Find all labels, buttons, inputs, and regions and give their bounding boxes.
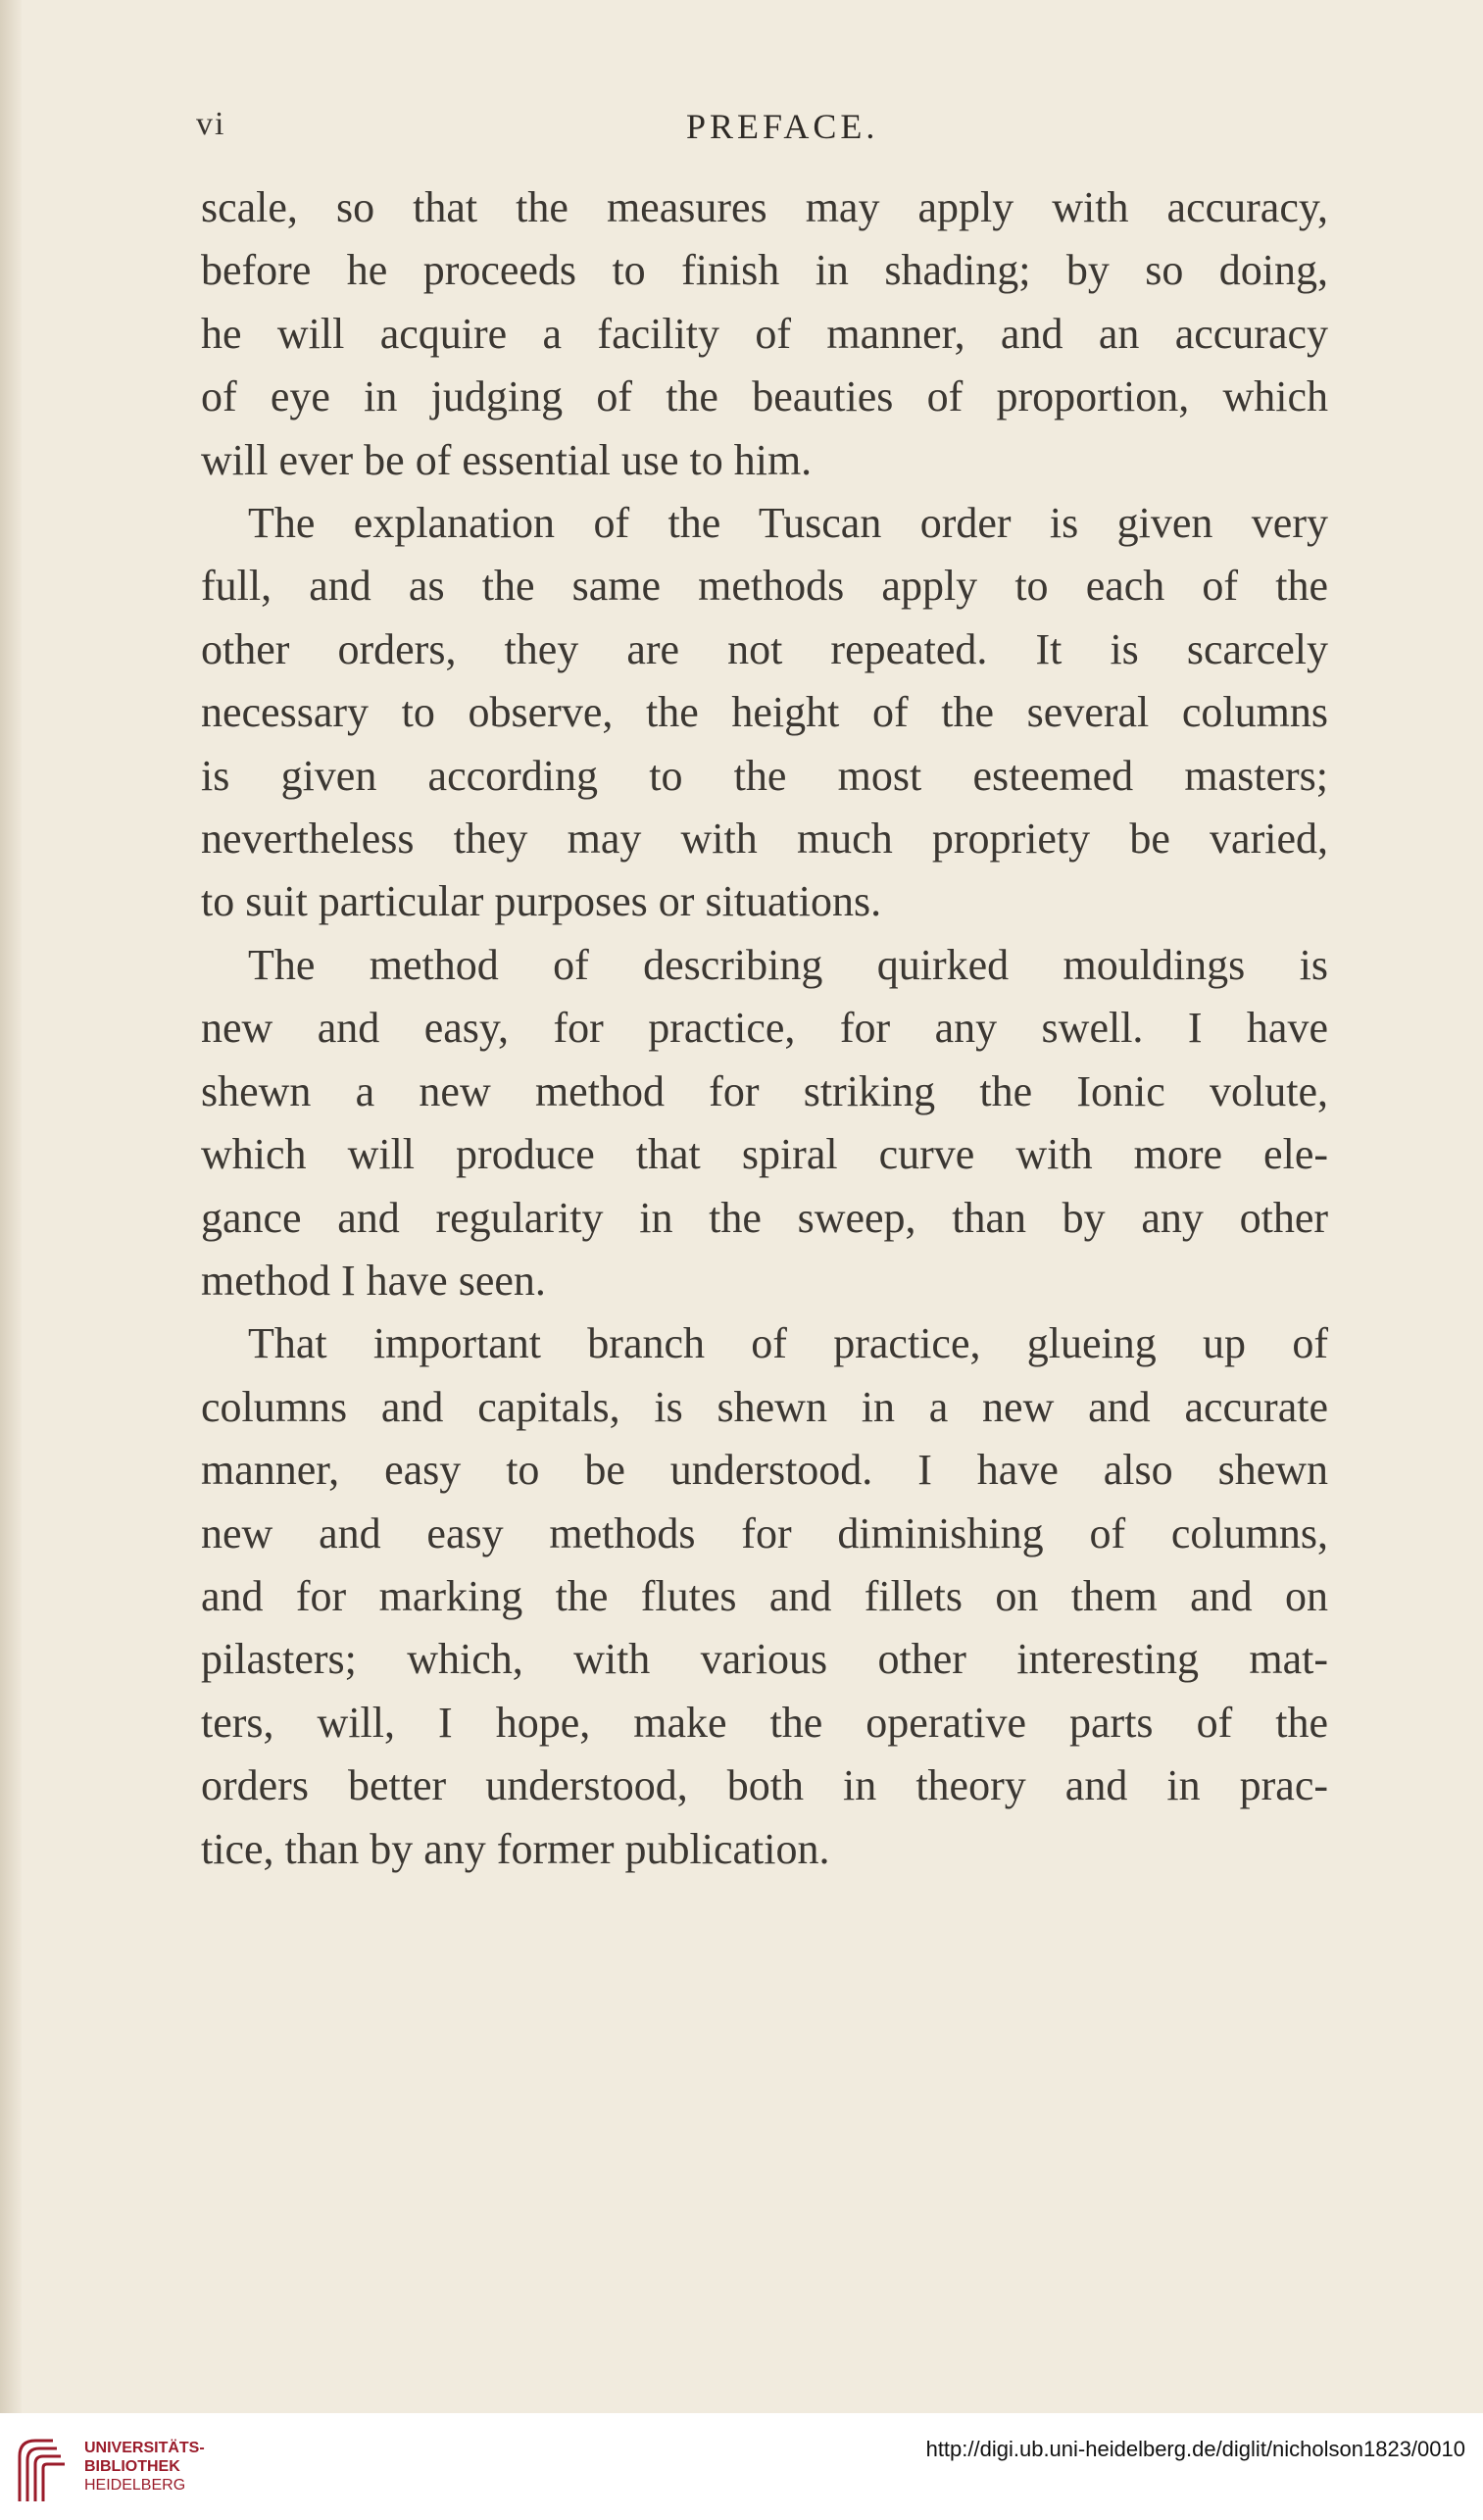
text-line: necessary to observe, the height of the several columns <box>201 688 1328 737</box>
text-line: is given according to the most esteemed masters; <box>201 751 1328 800</box>
library-name <box>84 2439 205 2495</box>
text-line: method I have seen. <box>201 1256 546 1305</box>
text-line: new and easy, for practice, for any swell. I have <box>201 1004 1328 1053</box>
text-line: he will acquire a facility of manner, and an accuracy <box>201 309 1328 358</box>
text-line: to suit particular purposes or situations. <box>201 877 882 926</box>
text-line: other orders, they are not repeated. It is scarcely <box>201 624 1328 673</box>
paragraph-1 <box>201 176 1328 492</box>
text-line: ters, will, I hope, make the operative parts of the <box>201 1698 1328 1747</box>
text-line: That important branch of practice, glueing up of <box>248 1319 1328 1368</box>
text-line: which will produce that spiral curve with more ele- <box>201 1130 1328 1179</box>
body-text <box>201 176 1328 1881</box>
paragraph-2 <box>201 492 1328 934</box>
text-line: and for marking the flutes and fillets on them and on <box>201 1571 1328 1620</box>
paragraph-4 <box>201 1312 1328 1881</box>
text-line: full, and as the same methods apply to each of the <box>201 562 1328 611</box>
text-line: new and easy methods for diminishing of columns, <box>201 1508 1328 1557</box>
text-line: nevertheless they may with much propriety be varied, <box>201 815 1328 864</box>
text-line: columns and capitals, is shewn in a new and accurate <box>201 1382 1328 1431</box>
text-line: tice, than by any former publication. <box>201 1824 830 1873</box>
text-line: pilasters; which, with various other interesting mat- <box>201 1635 1328 1684</box>
running-head <box>196 106 1333 161</box>
paragraph-3 <box>201 934 1328 1312</box>
text-line: of eye in judging of the beauties of proportion, which <box>201 372 1328 421</box>
library-name-line: HEIDELBERG <box>84 2477 186 2494</box>
text-line: gance and regularity in the sweep, than by any other <box>201 1193 1328 1242</box>
text-line: orders better understood, both in theory and in prac- <box>201 1761 1328 1810</box>
permalink-url[interactable]: http://digi.ub.uni-heidelberg.de/diglit/nicholson1823/0010 <box>925 2437 1465 2461</box>
university-library-logo-icon[interactable] <box>14 2433 73 2505</box>
text-line: manner, easy to be understood. I have also shewn <box>201 1446 1328 1495</box>
text-line: The explanation of the Tuscan order is given very <box>248 499 1328 548</box>
text-line: scale, so that the measures may apply with accuracy, <box>201 183 1328 231</box>
footer-bar <box>0 2413 1483 2520</box>
text-line: shewn a new method for striking the Ionic volute, <box>201 1066 1328 1115</box>
library-name-line: UNIVERSITÄTS- <box>84 2440 205 2456</box>
running-head-title: PREFACE. <box>686 107 879 146</box>
library-name-line: BIBLIOTHEK <box>84 2458 180 2475</box>
page-edge-shadow <box>0 0 22 2413</box>
text-line: will ever be of essential use to him. <box>201 435 813 484</box>
page-number: vi <box>196 106 226 142</box>
text-line: The method of describing quirked mouldings is <box>248 940 1328 989</box>
text-line: before he proceeds to finish in shading; by so doing, <box>201 246 1328 295</box>
